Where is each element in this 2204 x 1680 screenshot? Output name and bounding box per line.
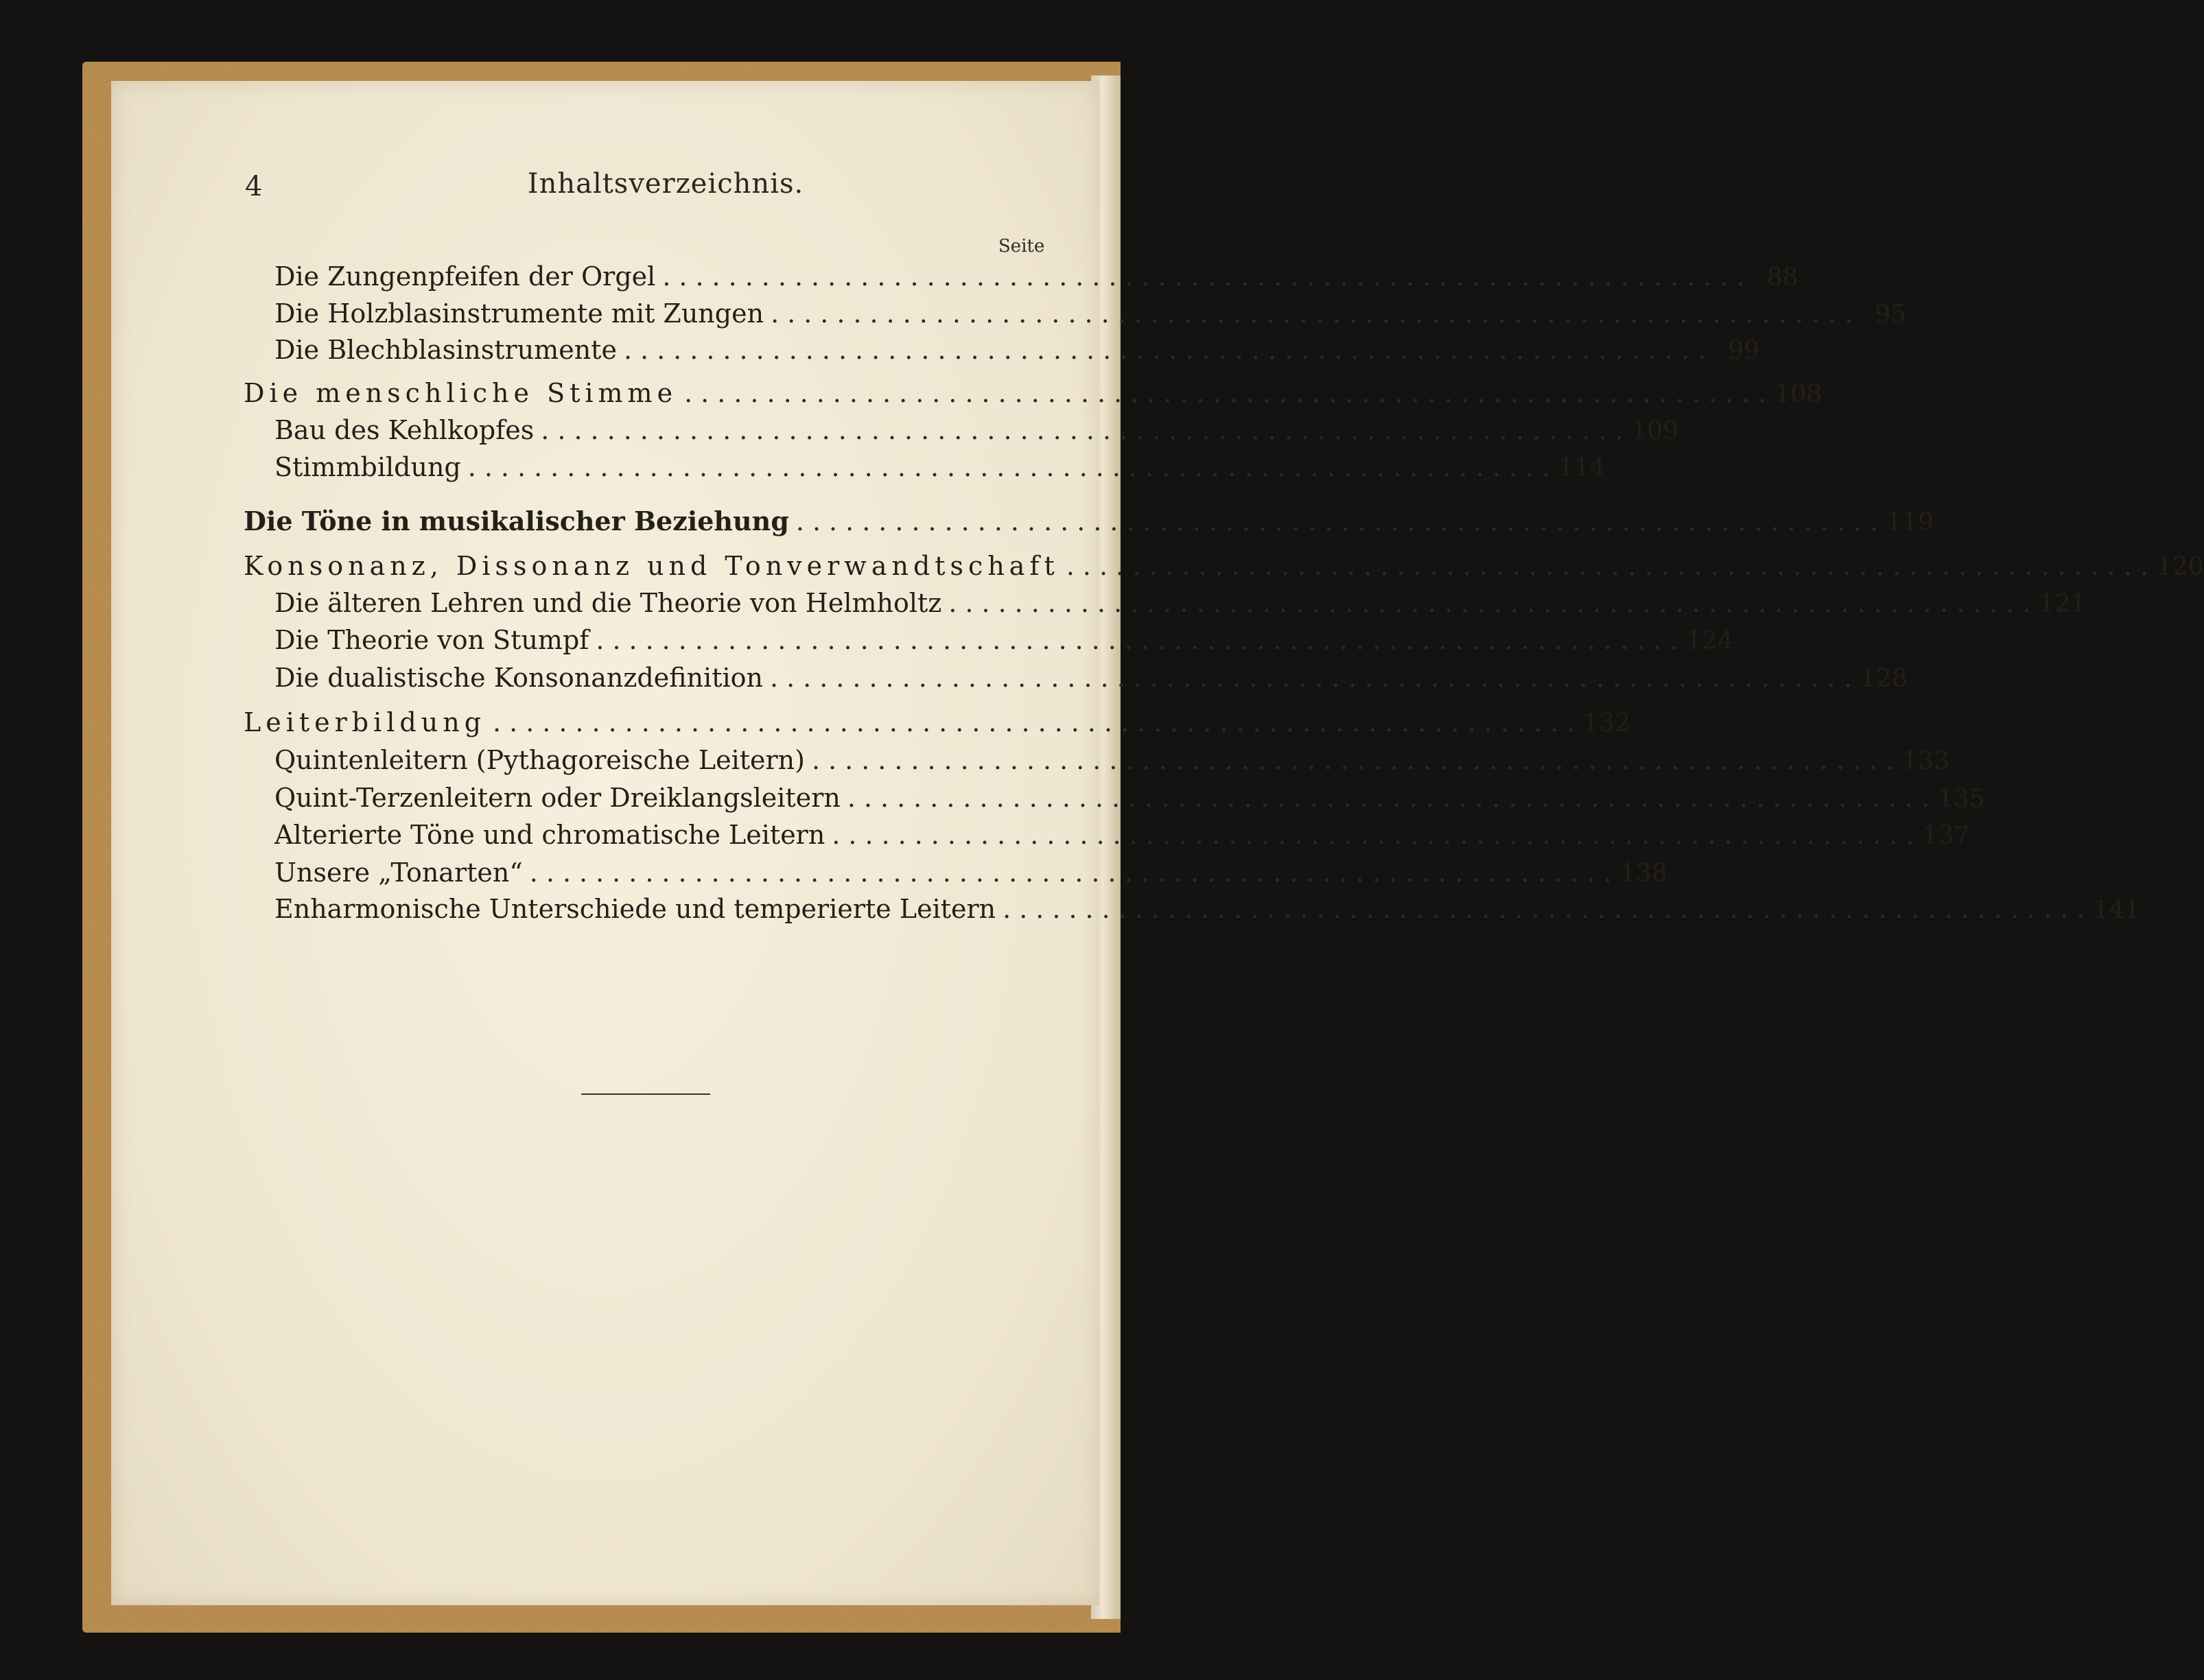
- toc-entry-page: 119: [1886, 508, 1934, 536]
- toc-entry-title: Die dualistische Konsonanzdefinition: [274, 663, 763, 693]
- toc-entry-title: Unsere „Tonarten“: [274, 857, 523, 888]
- toc-entry-page: 88: [1766, 263, 1798, 292]
- toc-entry: [274, 623, 1734, 657]
- toc-entry-title: Quint-Terzenleitern oder Dreiklangsleitern: [274, 783, 841, 813]
- toc-entry: [274, 259, 1798, 294]
- toc-entry: [244, 504, 1934, 539]
- toc-entry-title: Leiterbildung: [244, 707, 486, 737]
- toc-entry-page: 114: [1558, 454, 1606, 482]
- leader-dots: ..................................................................: [811, 745, 1903, 775]
- toc-entry: [244, 705, 1630, 740]
- toc-entry-title: Alterierte Töne und chromatische Leitern: [274, 820, 825, 850]
- toc-entry: [274, 781, 1985, 815]
- toc-entry-title: Stimmbildung: [274, 452, 461, 482]
- toc-entry: [274, 818, 1970, 852]
- leader-dots: ..................................................................: [948, 588, 2039, 618]
- leader-dots: ..................................................................: [623, 335, 1715, 365]
- toc-entry-title: Die älteren Lehren und die Theorie von Helmholtz: [274, 588, 942, 618]
- toc-entry: [274, 333, 1760, 367]
- end-rule: [581, 1093, 710, 1095]
- toc-entry-page: 141: [2093, 896, 2141, 924]
- toc-entry-page: 132: [1583, 709, 1630, 737]
- leader-dots: ..................................................................: [832, 820, 1923, 850]
- toc-entry-page: 138: [1620, 860, 1667, 888]
- toc-entry: [274, 450, 1606, 484]
- toc-entry: [274, 296, 1907, 331]
- toc-entry-page: 128: [1860, 665, 1908, 693]
- toc-entry-title: Die Töne in musikalischer Beziehung: [244, 506, 789, 536]
- page-number: 4: [245, 171, 263, 202]
- leader-dots: ..................................................................: [493, 707, 1584, 737]
- leader-dots: ..................................................................: [1003, 894, 2094, 924]
- leader-dots: ..................................................................: [596, 625, 1687, 655]
- toc-entry-title: Die menschliche Stimme: [244, 378, 678, 408]
- leader-dots: ..................................................................: [541, 415, 1632, 445]
- leader-dots: ..................................................................: [769, 663, 1861, 693]
- toc-entry-page: 137: [1922, 822, 1970, 850]
- toc-entry: [274, 413, 1679, 447]
- page-column-label: Seite: [998, 236, 1045, 257]
- leader-dots: ..................................................................: [529, 857, 1621, 888]
- leader-dots: ..................................................................: [847, 783, 1938, 813]
- toc-entry-title: Konsonanz, Dissonanz und Tonverwandtschaft: [244, 551, 1059, 581]
- toc-entry-title: Die Blechblasinstrumente: [274, 335, 617, 365]
- toc-entry-page: 135: [1938, 785, 1985, 813]
- toc-entry-page: 109: [1631, 417, 1679, 445]
- toc-entry: [274, 586, 2087, 620]
- toc-entry-page: 120: [2157, 553, 2204, 581]
- toc-entry-page: 95: [1875, 300, 1907, 329]
- leader-dots: ..................................................................: [1066, 551, 2157, 581]
- toc-entry-title: Die Holzblasinstrumente mit Zungen: [274, 298, 764, 329]
- toc-entry: [274, 892, 2141, 926]
- toc-entry-title: Bau des Kehlkopfes: [274, 415, 535, 445]
- leader-dots: ..................................................................: [467, 452, 1558, 482]
- toc-entry-page: 121: [2039, 590, 2087, 618]
- leader-dots: ..................................................................: [795, 506, 1887, 536]
- page-title: Inhaltsverzeichnis.: [527, 168, 804, 200]
- toc-entry-title: Quintenleitern (Pythagoreische Leitern): [274, 745, 805, 775]
- toc-entry-page: 108: [1774, 380, 1822, 408]
- toc-entry: [244, 549, 2204, 583]
- toc-entry: [274, 743, 1949, 777]
- toc-entry: [274, 661, 1908, 695]
- toc-entry-title: Enharmonische Unterschiede und temperierte Leitern: [274, 894, 996, 924]
- toc-entry-title: Die Zungenpfeifen der Orgel: [274, 261, 656, 292]
- toc-entry-page: 124: [1686, 627, 1734, 655]
- toc-entry-title: Die Theorie von Stumpf: [274, 625, 589, 655]
- leader-dots: ..................................................................: [662, 261, 1753, 292]
- toc-entry: [244, 376, 1822, 410]
- toc-entry: [274, 855, 1667, 890]
- leader-dots: ..................................................................: [684, 378, 1775, 408]
- toc-entry-page: 99: [1728, 337, 1760, 365]
- toc-entry-page: 133: [1902, 747, 1949, 775]
- leader-dots: ..................................................................: [771, 298, 1862, 329]
